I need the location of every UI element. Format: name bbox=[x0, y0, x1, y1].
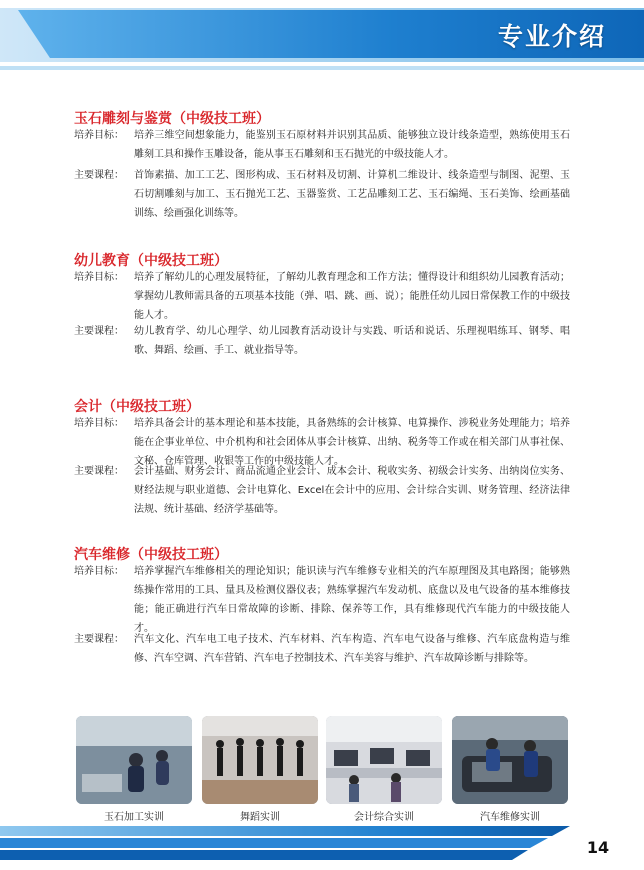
program-title: 幼儿教育（中级技工班） bbox=[74, 253, 228, 269]
photo-dance-training bbox=[202, 716, 318, 804]
course-text: 首饰素描、加工工艺、图形构成、玉石材料及切割、计算机二维设计、线条造型与制图、泥塑、玉石切割雕刻与加工、玉石抛光工艺、玉器鉴赏、工艺品雕刻工艺、玉石编绳、玉石美饰、绘画基础训练、绘画强化训练等。 bbox=[134, 170, 570, 219]
photo-caption: 会计综合实训 bbox=[354, 812, 414, 823]
photo-caption: 舞蹈实训 bbox=[240, 812, 280, 823]
course-text: 会计基础、财务会计、商品流通企业会计、成本会计、税收实务、初级会计实务、出纳岗位实务、财经法规与职业道德、会计电算化、Excel在会计中的应用、会计综合实训、财务管理、经济法律法规、统计基础、经济学基础等。 bbox=[134, 466, 570, 515]
program-title: 汽车维修（中级技工班） bbox=[74, 547, 228, 563]
goal-text: 培养三维空间想象能力，能鉴别玉石原材料并识别其品质、能够独立设计线条造型，熟练使用玉石雕刻工具和操作玉雕设备，能从事玉石雕刻和玉石抛光的中级技能人才。 bbox=[134, 130, 570, 160]
course-text: 汽车文化、汽车电工电子技术、汽车材料、汽车构造、汽车电气设备与维修、汽车底盘构造与维修、汽车空调、汽车营销、汽车电子控制技术、汽车美容与维护、汽车故障诊断与排除等。 bbox=[134, 634, 570, 664]
course-label: 主要课程： bbox=[74, 634, 124, 645]
goal-label: 培养目标： bbox=[74, 130, 124, 141]
course-label: 主要课程： bbox=[74, 466, 124, 477]
goal-label: 培养目标： bbox=[74, 272, 124, 283]
goal-label: 培养目标： bbox=[74, 566, 124, 577]
program-title: 会计（中级技工班） bbox=[74, 399, 200, 415]
photo-caption: 玉石加工实训 bbox=[104, 812, 164, 823]
footer-band bbox=[0, 826, 644, 870]
page-number: 14 bbox=[586, 838, 610, 857]
photo-auto-repair-training bbox=[452, 716, 568, 804]
goal-text: 培养了解幼儿的心理发展特征，了解幼儿教育理念和工作方法；懂得设计和组织幼儿园教育活动；掌握幼儿教师需具备的五项基本技能（弹、唱、跳、画、说）；能胜任幼儿园日常保教工作的中级技能人才。 bbox=[134, 272, 570, 321]
photo-caption: 汽车维修实训 bbox=[480, 812, 540, 823]
photo-accounting-training bbox=[326, 716, 442, 804]
course-text: 幼儿教育学、幼儿心理学、幼儿园教育活动设计与实践、听话和说话、乐理视唱练耳、钢琴、唱歌、舞蹈、绘画、手工、就业指导等。 bbox=[134, 326, 570, 356]
course-label: 主要课程： bbox=[74, 326, 124, 337]
photo-jade-training bbox=[76, 716, 192, 804]
goal-text: 培养具备会计的基本理论和基本技能，具备熟练的会计核算、电算操作、涉税业务处理能力；培养能在企事业单位、中介机构和社会团体从事会计核算、出纳、税务等工作或在相关部门从事社保、文秘、仓库管理、收银等工作的中级技能人才。 bbox=[134, 418, 570, 467]
goal-text: 培养掌握汽车维修相关的理论知识；能识读与汽车维修专业相关的汽车原理图及其电路图；能够熟练操作常用的工具、量具及检测仪器仪表；熟练掌握汽车发动机、底盘以及电气设备的基本维修技能；能正确进行汽车日常故障的诊断、排除、保养等工作，具有维修现代汽车能力的中级技能人才。 bbox=[134, 566, 570, 634]
course-label: 主要课程： bbox=[74, 170, 124, 181]
page-title: 专业介绍 bbox=[497, 22, 606, 51]
goal-label: 培养目标： bbox=[74, 418, 124, 429]
program-title: 玉石雕刻与鉴赏（中级技工班） bbox=[74, 111, 270, 127]
